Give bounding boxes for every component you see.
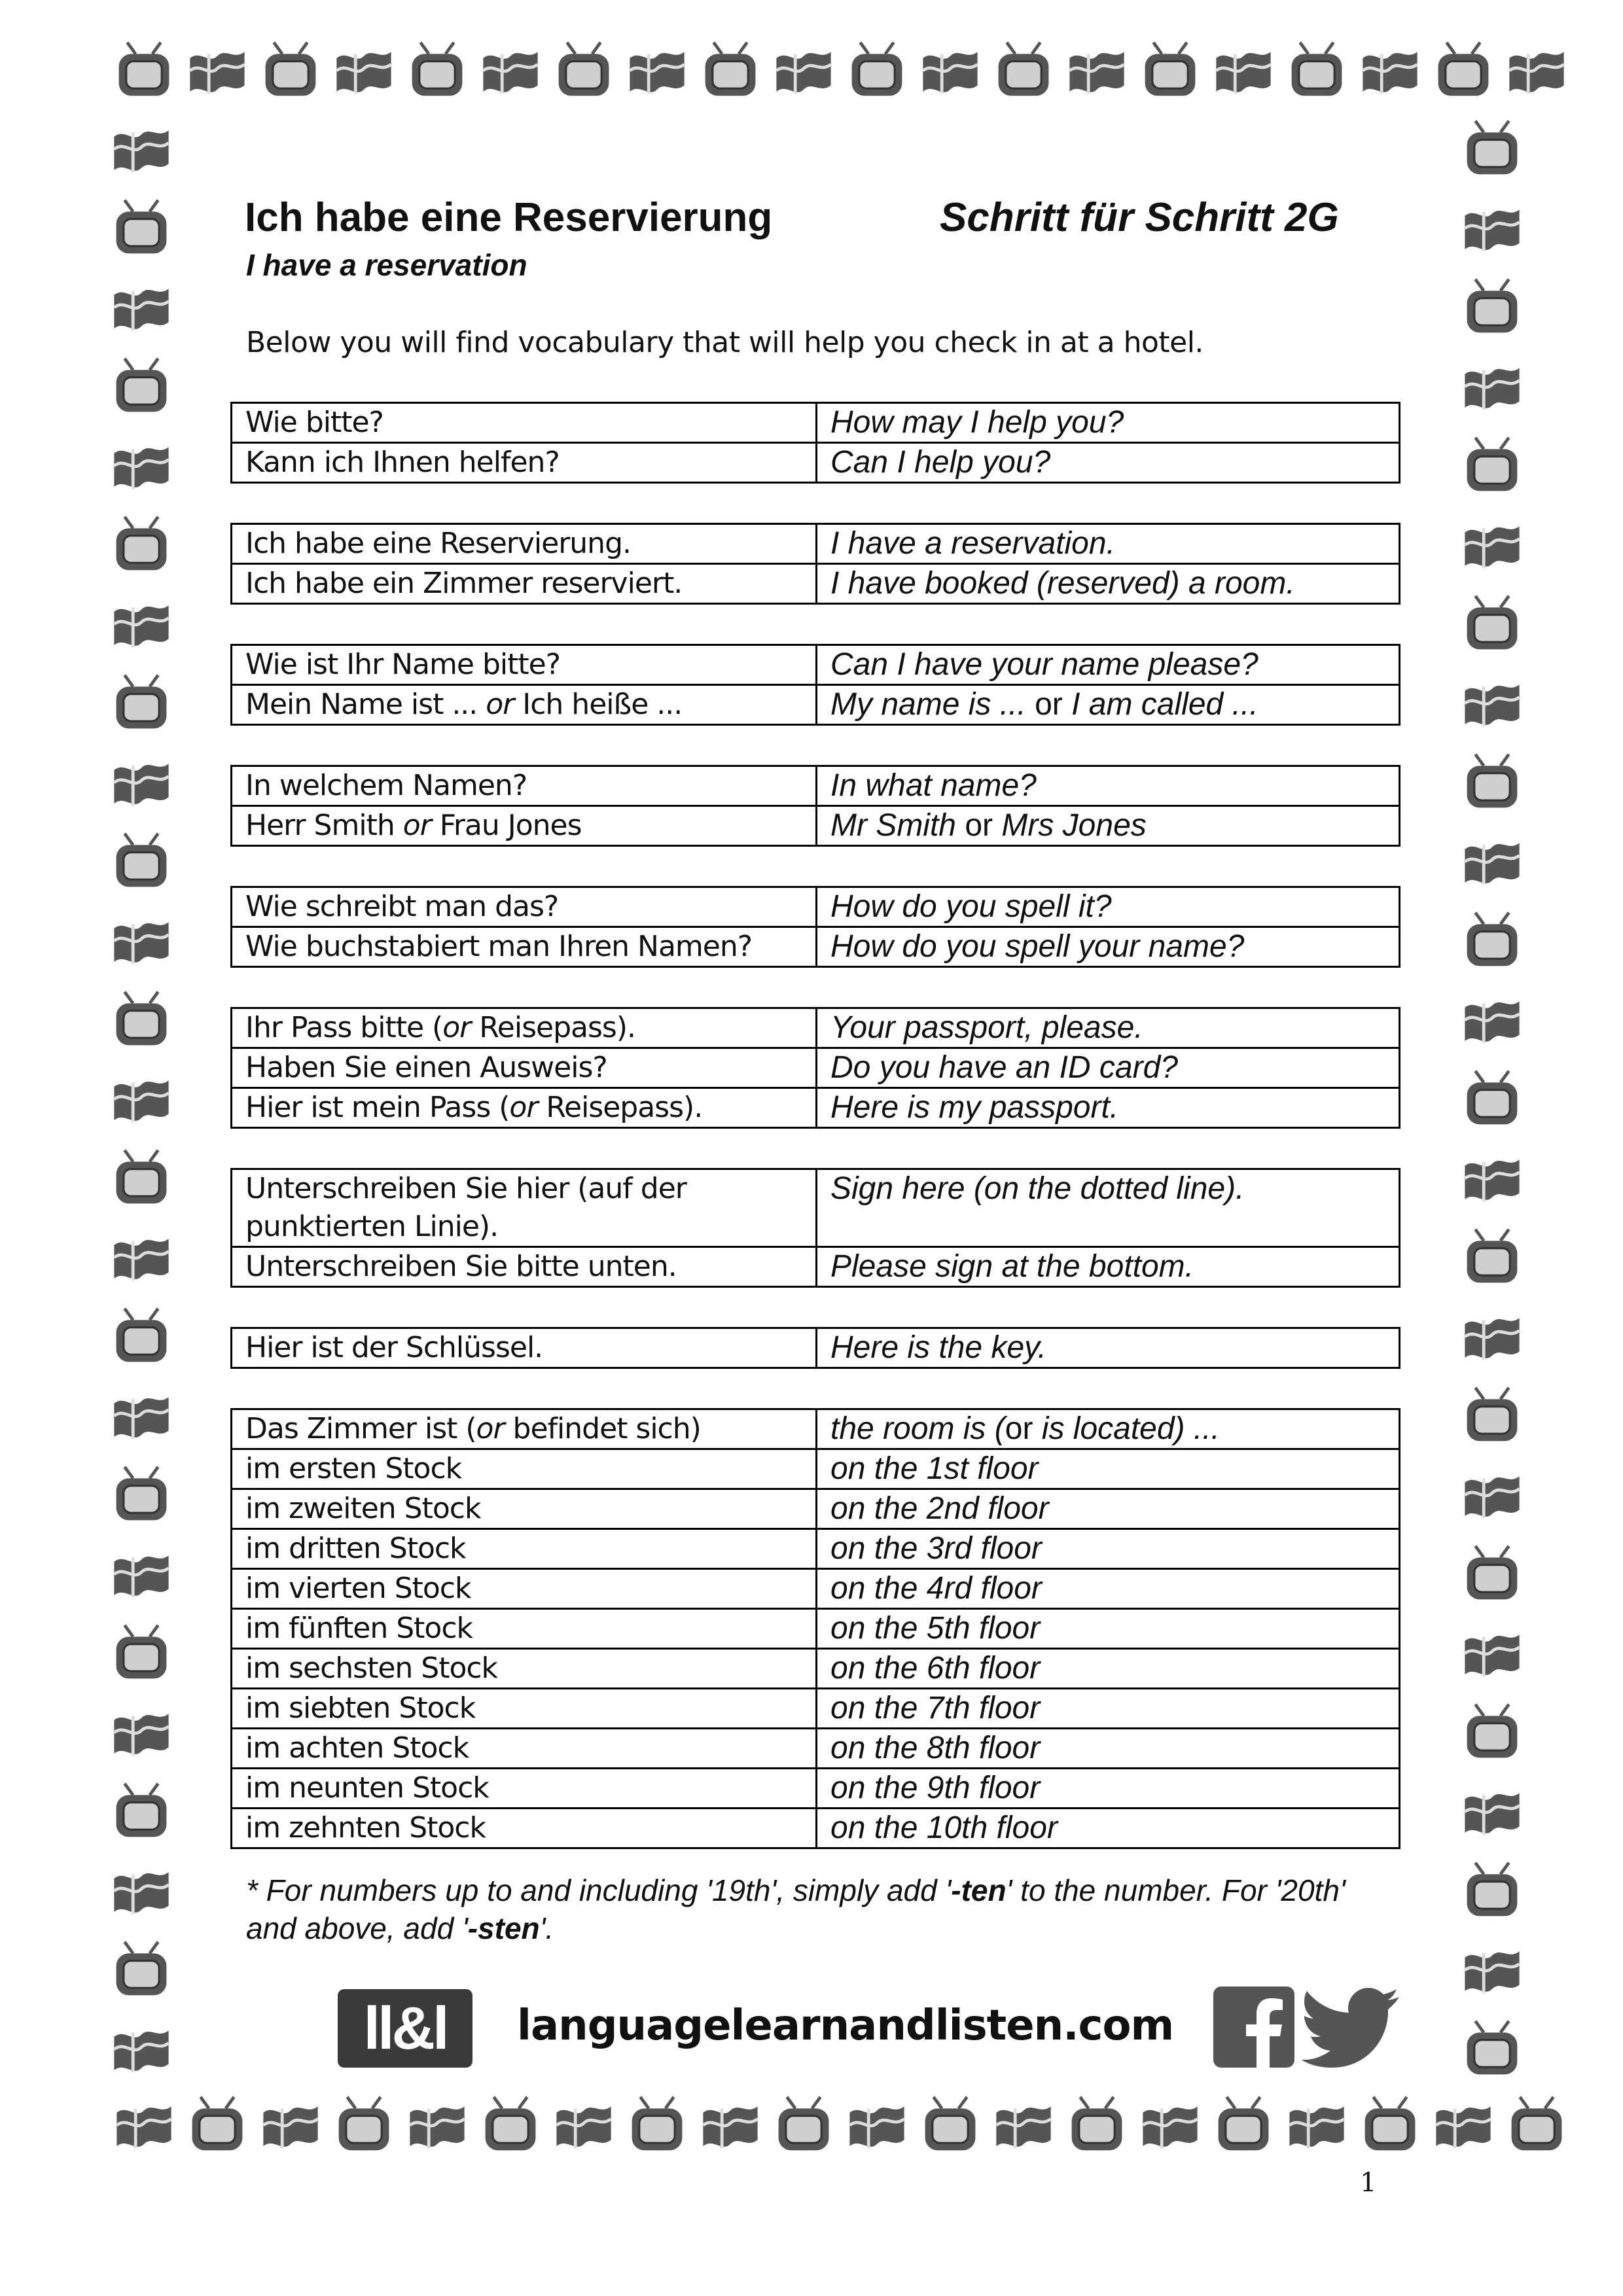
flag-icon bbox=[110, 1385, 173, 1447]
flag-icon bbox=[1432, 2094, 1495, 2157]
phrase-part: befindet sich) bbox=[504, 1412, 701, 1445]
english-translation bbox=[817, 1409, 1400, 1449]
german-phrase: im siebten Stock bbox=[232, 1689, 817, 1729]
vocab-row bbox=[232, 443, 1400, 483]
tv-icon bbox=[1139, 39, 1202, 102]
vocab-table bbox=[230, 1168, 1400, 1288]
tv-icon bbox=[992, 39, 1055, 102]
phrase-part: is located) ... bbox=[1033, 1411, 1220, 1446]
tv-icon bbox=[186, 2094, 249, 2157]
flag-icon bbox=[1461, 1622, 1524, 1685]
vocabulary-section bbox=[230, 402, 1400, 1849]
tv-icon bbox=[110, 1780, 173, 1843]
german-phrase: im zweiten Stock bbox=[232, 1489, 817, 1529]
vocab-table bbox=[230, 1408, 1400, 1849]
intro-text: Below you will find vocabulary that will help you check in at a hotel. bbox=[246, 326, 1204, 359]
flag-icon bbox=[1461, 1464, 1524, 1527]
tv-icon bbox=[110, 514, 173, 576]
tv-icon bbox=[1461, 1860, 1524, 1922]
flag-icon bbox=[1359, 39, 1421, 102]
flag-icon bbox=[110, 1543, 173, 1606]
flag-icon bbox=[1139, 2094, 1202, 2157]
tv-icon bbox=[1359, 2094, 1421, 2157]
english-translation: on the 3rd floor bbox=[817, 1529, 1400, 1569]
flag-icon bbox=[110, 434, 173, 497]
flag-icon bbox=[110, 1068, 173, 1131]
german-phrase: Kann ich Ihnen helfen? bbox=[232, 443, 817, 483]
german-phrase: Unterschreiben Sie bitte unten. bbox=[232, 1247, 817, 1287]
english-translation: Sign here (on the dotted line). bbox=[817, 1169, 1400, 1247]
flag-icon bbox=[1461, 989, 1524, 1051]
or-connector: or bbox=[965, 808, 993, 843]
tv-icon bbox=[1461, 1543, 1524, 1606]
tv-icon bbox=[1461, 1385, 1524, 1447]
tv-icon bbox=[1461, 118, 1524, 181]
flag-icon bbox=[1461, 355, 1524, 418]
or-connector: or bbox=[1005, 1411, 1033, 1446]
tv-icon bbox=[110, 1939, 173, 2002]
english-translation: Please sign at the bottom. bbox=[817, 1247, 1400, 1287]
english-translation: Can I help you? bbox=[817, 443, 1400, 483]
tv-icon bbox=[1505, 2094, 1568, 2157]
tv-icon bbox=[846, 39, 908, 102]
tv-icon bbox=[110, 672, 173, 735]
page-number: 1 bbox=[1360, 2168, 1377, 2198]
tv-icon bbox=[110, 1305, 173, 1368]
flag-icon bbox=[626, 39, 688, 102]
english-translation: on the 5th floor bbox=[817, 1609, 1400, 1649]
tv-icon bbox=[110, 989, 173, 1051]
or-connector: or bbox=[442, 1011, 471, 1044]
german-phrase: Wie ist Ihr Name bitte? bbox=[232, 645, 817, 685]
tv-icon bbox=[479, 2094, 542, 2157]
or-connector: or bbox=[402, 809, 431, 842]
tv-icon bbox=[626, 2094, 688, 2157]
english-translation bbox=[817, 685, 1400, 725]
german-phrase bbox=[232, 1008, 817, 1048]
tv-icon bbox=[406, 39, 469, 102]
vocab-row bbox=[232, 766, 1400, 806]
tv-icon bbox=[110, 830, 173, 893]
vocab-row bbox=[232, 1048, 1400, 1088]
flag-icon bbox=[772, 39, 835, 102]
tv-icon bbox=[1461, 751, 1524, 814]
tv-icon bbox=[1432, 39, 1495, 102]
flag-icon bbox=[259, 2094, 322, 2157]
english-translation: on the 4rd floor bbox=[817, 1569, 1400, 1609]
vocab-table bbox=[230, 1327, 1400, 1369]
tv-icon bbox=[1461, 1226, 1524, 1289]
vocab-row bbox=[232, 927, 1400, 967]
flag-icon bbox=[1461, 1305, 1524, 1368]
website-link[interactable]: languagelearnandlisten.com bbox=[517, 2002, 1174, 2050]
english-translation: on the 10th floor bbox=[817, 1809, 1400, 1848]
or-connector: or bbox=[1035, 687, 1063, 722]
german-phrase: Wie buchstabiert man Ihren Namen? bbox=[232, 927, 817, 967]
german-phrase: Ich habe ein Zimmer reserviert. bbox=[232, 564, 817, 604]
vocab-row bbox=[232, 1088, 1400, 1128]
tv-icon bbox=[1212, 2094, 1275, 2157]
vocab-table bbox=[230, 1007, 1400, 1129]
english-translation: on the 1st floor bbox=[817, 1449, 1400, 1489]
flag-icon bbox=[186, 39, 249, 102]
series-label: Schritt für Schritt 2G bbox=[940, 195, 1339, 240]
german-phrase: Wie schreibt man das? bbox=[232, 887, 817, 927]
tv-icon bbox=[110, 1622, 173, 1685]
english-translation: on the 8th floor bbox=[817, 1729, 1400, 1769]
or-connector: or bbox=[486, 688, 514, 721]
flag-icon bbox=[992, 2094, 1055, 2157]
footnote-suffix-sten: -sten bbox=[467, 1911, 540, 1945]
phrase-part: Frau Jones bbox=[431, 809, 582, 842]
flag-icon bbox=[479, 39, 542, 102]
german-phrase: Haben Sie einen Ausweis? bbox=[232, 1048, 817, 1088]
german-phrase: im dritten Stock bbox=[232, 1529, 817, 1569]
vocab-table bbox=[230, 644, 1400, 726]
vocab-row bbox=[232, 685, 1400, 725]
german-phrase: im neunten Stock bbox=[232, 1769, 817, 1809]
flag-icon bbox=[110, 1860, 173, 1922]
english-translation: Here is my passport. bbox=[817, 1088, 1400, 1128]
vocab-row bbox=[232, 887, 1400, 927]
vocab-row bbox=[232, 1649, 1400, 1689]
german-phrase: im ersten Stock bbox=[232, 1449, 817, 1489]
vocab-row bbox=[232, 1809, 1400, 1848]
footnote-suffix-ten: -ten bbox=[951, 1873, 1007, 1907]
vocab-row bbox=[232, 564, 1400, 604]
german-phrase: Unterschreiben Sie hier (auf der punktierten Linie). bbox=[232, 1169, 817, 1247]
phrase-part: Hier ist mein Pass ( bbox=[245, 1091, 510, 1124]
english-translation: Can I have your name please? bbox=[817, 645, 1400, 685]
tv-icon bbox=[110, 1464, 173, 1527]
flag-icon bbox=[846, 2094, 908, 2157]
tv-icon bbox=[259, 39, 322, 102]
vocab-row bbox=[232, 1328, 1400, 1368]
flag-icon bbox=[110, 751, 173, 814]
tv-icon bbox=[1461, 593, 1524, 656]
german-phrase: Hier ist der Schlüssel. bbox=[232, 1328, 817, 1368]
english-translation: on the 6th floor bbox=[817, 1649, 1400, 1689]
phrase-part: Mr Smith bbox=[830, 808, 965, 843]
footnote-text: * For numbers up to and including '19th', simply add ' bbox=[246, 1873, 952, 1907]
english-translation: I have booked (reserved) a room. bbox=[817, 564, 1400, 604]
flag-icon bbox=[1461, 1780, 1524, 1843]
phrase-part: Herr Smith bbox=[245, 809, 403, 842]
footnote bbox=[246, 1871, 1385, 1947]
phrase-part: Ihr Pass bitte ( bbox=[245, 1011, 443, 1044]
phrase-part: Ich heiße ... bbox=[514, 688, 683, 721]
page-subtitle: I have a reservation bbox=[246, 248, 527, 282]
tv-icon bbox=[110, 355, 173, 418]
phrase-part: Das Zimmer ist ( bbox=[245, 1412, 476, 1445]
site-logo: ll&l bbox=[338, 1989, 473, 2068]
phrase-part: My name is ... bbox=[830, 687, 1035, 722]
german-phrase bbox=[232, 1088, 817, 1128]
tv-icon bbox=[113, 39, 175, 102]
page-title: Ich habe eine Reservierung bbox=[245, 195, 773, 240]
vocab-row bbox=[232, 1008, 1400, 1048]
footnote-text: ' to the number. For '20th' and above, add ' bbox=[246, 1873, 1346, 1945]
phrase-part: Mein Name ist ... bbox=[245, 688, 486, 721]
flag-icon bbox=[1461, 514, 1524, 576]
flag-icon bbox=[1461, 197, 1524, 260]
vocab-table bbox=[230, 523, 1400, 605]
phrase-part: Reisepass). bbox=[537, 1091, 703, 1124]
vocab-row bbox=[232, 1689, 1400, 1729]
vocab-table bbox=[230, 402, 1400, 484]
flag-icon bbox=[332, 39, 395, 102]
tv-icon bbox=[110, 197, 173, 260]
tv-icon bbox=[1285, 39, 1348, 102]
german-phrase bbox=[232, 685, 817, 725]
flag-icon bbox=[113, 2094, 175, 2157]
english-translation: I have a reservation. bbox=[817, 524, 1400, 564]
vocab-row bbox=[232, 1247, 1400, 1287]
english-translation: Here is the key. bbox=[817, 1328, 1400, 1368]
english-translation: How do you spell your name? bbox=[817, 927, 1400, 967]
german-phrase: In welchem Namen? bbox=[232, 766, 817, 806]
tv-icon bbox=[1461, 2018, 1524, 2081]
vocab-row bbox=[232, 1529, 1400, 1569]
flag-icon bbox=[699, 2094, 762, 2157]
tv-icon bbox=[1461, 276, 1524, 339]
tv-icon bbox=[110, 1147, 173, 1210]
tv-icon bbox=[699, 39, 762, 102]
tv-icon bbox=[332, 2094, 395, 2157]
vocab-row bbox=[232, 645, 1400, 685]
phrase-part: Reisepass). bbox=[471, 1011, 635, 1044]
flag-icon bbox=[1461, 1147, 1524, 1210]
facebook-icon[interactable] bbox=[1213, 1987, 1294, 2068]
tv-icon bbox=[1461, 910, 1524, 972]
or-connector: or bbox=[476, 1412, 505, 1445]
vocab-row bbox=[232, 1489, 1400, 1529]
vocab-row bbox=[232, 1569, 1400, 1609]
tv-icon bbox=[1065, 2094, 1128, 2157]
vocab-row bbox=[232, 1769, 1400, 1809]
phrase-part: the room is ( bbox=[830, 1411, 1005, 1446]
flag-icon bbox=[406, 2094, 469, 2157]
german-phrase bbox=[232, 806, 817, 846]
flag-icon bbox=[1212, 39, 1275, 102]
phrase-part: Mrs Jones bbox=[993, 808, 1147, 843]
twitter-icon[interactable] bbox=[1302, 1987, 1400, 2068]
vocab-table bbox=[230, 765, 1400, 847]
german-phrase: im zehnten Stock bbox=[232, 1809, 817, 1848]
flag-icon bbox=[110, 118, 173, 181]
english-translation bbox=[817, 806, 1400, 846]
flag-icon bbox=[1065, 39, 1128, 102]
vocab-table bbox=[230, 886, 1400, 968]
english-translation: How may I help you? bbox=[817, 403, 1400, 443]
vocab-row bbox=[232, 1409, 1400, 1449]
tv-icon bbox=[772, 2094, 835, 2157]
german-phrase: Wie bitte? bbox=[232, 403, 817, 443]
vocab-row bbox=[232, 1449, 1400, 1489]
flag-icon bbox=[919, 39, 982, 102]
vocab-row bbox=[232, 403, 1400, 443]
english-translation: on the 9th floor bbox=[817, 1769, 1400, 1809]
english-translation: In what name? bbox=[817, 766, 1400, 806]
vocab-row bbox=[232, 524, 1400, 564]
german-phrase: Ich habe eine Reservierung. bbox=[232, 524, 817, 564]
flag-icon bbox=[1285, 2094, 1348, 2157]
english-translation: How do you spell it? bbox=[817, 887, 1400, 927]
english-translation: Do you have an ID card? bbox=[817, 1048, 1400, 1088]
tv-icon bbox=[552, 39, 615, 102]
tv-icon bbox=[919, 2094, 982, 2157]
english-translation: on the 2nd floor bbox=[817, 1489, 1400, 1529]
phrase-part: I am called ... bbox=[1062, 687, 1258, 722]
flag-icon bbox=[1461, 830, 1524, 893]
vocab-row bbox=[232, 1169, 1400, 1247]
german-phrase: im sechsten Stock bbox=[232, 1649, 817, 1689]
german-phrase: im vierten Stock bbox=[232, 1569, 817, 1609]
english-translation: Your passport, please. bbox=[817, 1008, 1400, 1048]
or-connector: or bbox=[509, 1091, 538, 1124]
vocab-row bbox=[232, 1729, 1400, 1769]
german-phrase: im fünften Stock bbox=[232, 1609, 817, 1649]
flag-icon bbox=[1461, 672, 1524, 735]
flag-icon bbox=[1505, 39, 1568, 102]
german-phrase bbox=[232, 1409, 817, 1449]
tv-icon bbox=[1461, 1701, 1524, 1764]
flag-icon bbox=[110, 910, 173, 972]
vocab-row bbox=[232, 1609, 1400, 1649]
flag-icon bbox=[1461, 1939, 1524, 2002]
flag-icon bbox=[552, 2094, 615, 2157]
flag-icon bbox=[110, 593, 173, 656]
german-phrase: im achten Stock bbox=[232, 1729, 817, 1769]
vocab-row bbox=[232, 806, 1400, 846]
footnote-text: '. bbox=[539, 1911, 554, 1945]
flag-icon bbox=[110, 1226, 173, 1289]
tv-icon bbox=[1461, 434, 1524, 497]
english-translation: on the 7th floor bbox=[817, 1689, 1400, 1729]
flag-icon bbox=[110, 276, 173, 339]
flag-icon bbox=[110, 1701, 173, 1764]
tv-icon bbox=[1461, 1068, 1524, 1131]
flag-icon bbox=[110, 2018, 173, 2081]
